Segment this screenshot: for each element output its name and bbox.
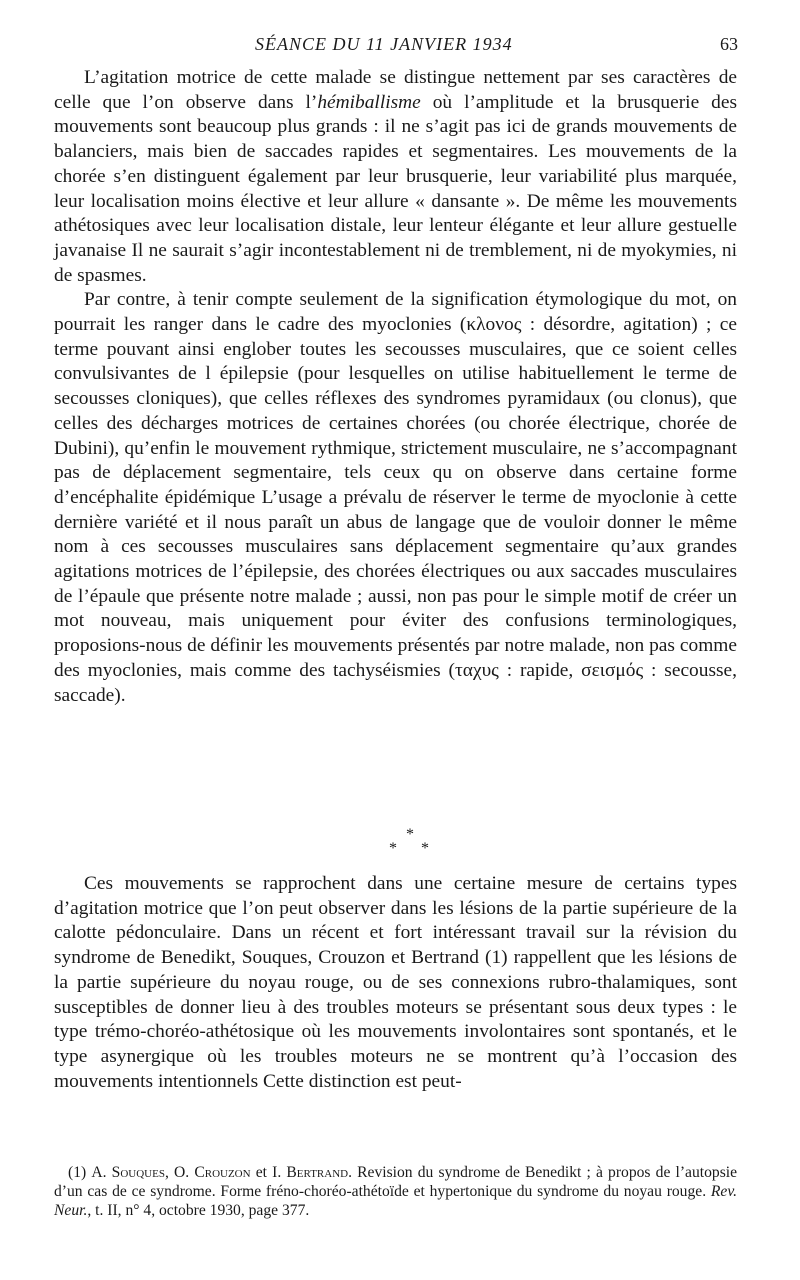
- footnote-author-souques: A. Souques: [91, 1164, 165, 1181]
- footnote-tail: , t. II, n° 4, octobre 1930, page 377.: [87, 1202, 310, 1219]
- paragraph-1-start: L’agitation motrice de cette malade se distingue nettement par ses caractères de celle que l’on observe dans l’: [54, 67, 737, 113]
- footnote-marker: (1): [68, 1164, 92, 1181]
- paragraph-1: [54, 66, 737, 288]
- asterism-top: *: [406, 826, 414, 843]
- footnote-1: [54, 1163, 737, 1220]
- footnote-author-crouzon: O. Crouzon: [174, 1164, 251, 1181]
- footnote-author-bertrand: I. Bertrand: [272, 1164, 349, 1181]
- paragraph-3: Ces mouvements se rapprochent dans une certaine mesure de certains types d’agitation motrice que l’on peut observer dans les lésions de la partie supérieure de la calotte pédonculaire. Dans un récent et fort intéressant travail sur la révision du syndrome de Benedikt, Souques, Crouzon et Bertrand (1) rappellent que les lésions de la partie supérieure du noyau rouge, ou de ses connexions rubro-thalamiques, sont susceptibles de donner lieu à des troubles moteurs se présentant sous deux types : le type trémo-choréo-athétosique où les mouvements involontaires sont spontanés, et le type asynergique où les troubles moteurs ne se montrent qu’à l’occasion des mouvements intentionnels Cette distinction est peut-: [54, 873, 737, 1092]
- footnote-sep-1: ,: [164, 1164, 175, 1181]
- footnote: [54, 1163, 737, 1220]
- running-head: [0, 34, 800, 60]
- footnote-body: . Revision du syndrome de Benedikt ; à propos de l’autopsie d’un cas de ce syndrome. Forme fréno-choréo-athétoïde et hypertonique du syndrome du noyau rouge.: [54, 1164, 738, 1200]
- second-section: [54, 872, 737, 1094]
- footnote-sep-2: et: [250, 1164, 273, 1181]
- footnote-journal: Rev. Neur.: [54, 1183, 737, 1219]
- paragraph-1-italic-term: hémiballisme: [317, 91, 421, 113]
- running-title: SÉANCE DU 11 JANVIER 1934: [255, 34, 513, 54]
- paragraph-2: Par contre, à tenir compte seulement de la signification étymologique du mot, on pourrait les ranger dans le cadre des myoclonies (κλονος : désordre, agitation) ; ce terme pouvant ainsi englober toutes les secousses musculaires, que ce soient celles convulsivantes de l épilepsie (pour lesquelles on utilise habituellement le terme de secousses cloniques), que celles réflexes des syndromes pyramidaux (ou clonus), que celles des décharges motrices de certaines chorées (ou chorée électrique, chorée de Dubini), qu’enfin le mouvement rythmique, strictement musculaire, ne s’accompagnant pas de déplacement segmentaire, tels ceux qu on observe dans certaine forme d’encéphalite épidémique L’usage a prévalu de réserver le terme de myoclonie à cette dernière variété et il nous paraît un abus de langage que de vouloir donner le même nom à ces secousses musculaires sans déplacement segmentaire qu’aux grandes agitations motrices de l’épilepsie, des chorées électriques ou aux saccades musculaires de l’épaule que présente notre malade ; aussi, non pas pour le simple motif de créer un mot nouveau, mais uniquement pour éviter des confusions terminologiques, proposions-nous de définir les mouvements présentés par notre malade, non pas comme des myoclonies, mais comme des tachyséismies (ταχυς : rapide, σεισμός : secousse, saccade).: [54, 289, 737, 706]
- section-separator-asterism: [0, 828, 800, 856]
- main-text: [54, 66, 737, 708]
- page-number: 63: [720, 34, 738, 54]
- asterism-bottom: * *: [389, 840, 439, 857]
- paragraph-1-rest: où l’amplitude et la brusquerie des mouvements sont beaucoup plus grands : il ne s’agit pas ici de grands mouvements de balanciers, mais bien de saccades rapides et segmentaires. Les mouvements de la chorée s’en distinguent également par leur brusquerie, leur variabilité plus marquée, leur localisation moins élective et leur allure « dansante ». De même les mouvements athétosiques avec leur localisation distale, leur lenteur élégante et leur allure gestuelle javanaise Il ne saurait s’agir incontestablement ni de tremblement, ni de myokymies, ni de spasmes.: [54, 91, 737, 286]
